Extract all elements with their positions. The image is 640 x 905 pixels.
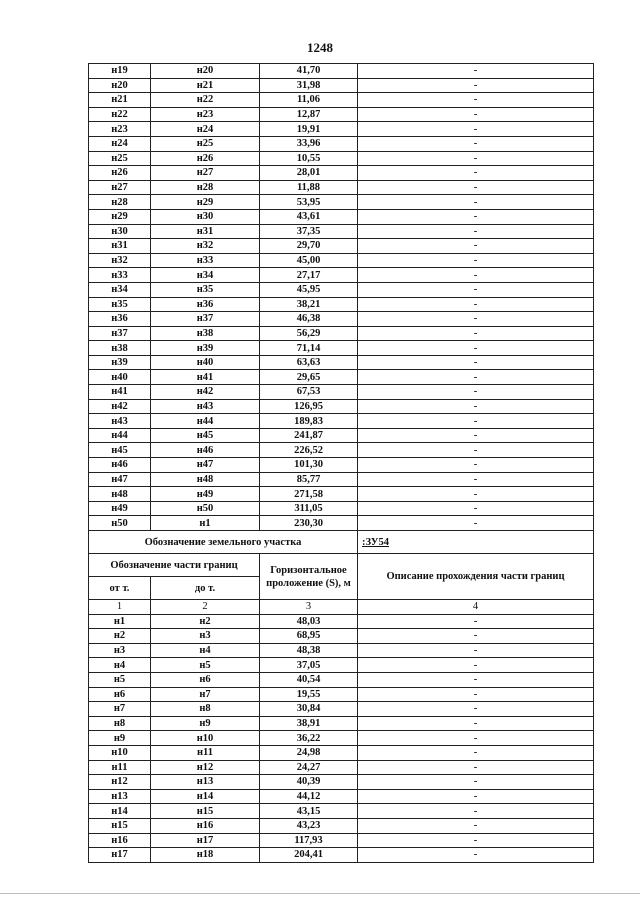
description-cell: -	[358, 516, 594, 531]
from-point-cell: н19	[89, 64, 151, 79]
to-point-cell: н10	[151, 731, 260, 746]
from-point-cell: н43	[89, 414, 151, 429]
from-point-cell: н29	[89, 209, 151, 224]
description-cell: -	[358, 370, 594, 385]
distance-cell: 71,14	[260, 341, 358, 356]
distance-cell: 56,29	[260, 326, 358, 341]
to-point-cell: н8	[151, 702, 260, 717]
to-point-cell: н34	[151, 268, 260, 283]
to-point-cell: н7	[151, 687, 260, 702]
table-row	[89, 209, 594, 224]
table-row	[89, 458, 594, 473]
from-point-cell: н11	[89, 760, 151, 775]
distance-cell: 67,53	[260, 385, 358, 400]
distance-cell: 101,30	[260, 458, 358, 473]
to-point-cell: н3	[151, 629, 260, 644]
description-cell: -	[358, 428, 594, 443]
from-point-cell: н25	[89, 151, 151, 166]
to-point-cell: н42	[151, 385, 260, 400]
from-point-cell: н42	[89, 399, 151, 414]
description-cell: -	[358, 151, 594, 166]
table-row	[89, 629, 594, 644]
distance-cell: 126,95	[260, 399, 358, 414]
table-row	[89, 93, 594, 108]
description-cell: -	[358, 282, 594, 297]
boundary-table-bottom-section	[89, 614, 594, 862]
table-row	[89, 385, 594, 400]
table-row	[89, 78, 594, 93]
description-cell: -	[358, 224, 594, 239]
distance-cell: 189,83	[260, 414, 358, 429]
description-cell: -	[358, 643, 594, 658]
table-row	[89, 818, 594, 833]
description-cell: -	[358, 107, 594, 122]
table-row	[89, 789, 594, 804]
distance-cell: 38,21	[260, 297, 358, 312]
from-point-cell: н9	[89, 731, 151, 746]
from-point-cell: н33	[89, 268, 151, 283]
from-point-cell: н12	[89, 775, 151, 790]
from-point-cell: н17	[89, 848, 151, 863]
from-point-cell: н3	[89, 643, 151, 658]
from-point-cell: н28	[89, 195, 151, 210]
to-point-cell: н21	[151, 78, 260, 93]
column-number-row	[89, 600, 594, 615]
from-point-cell: н35	[89, 297, 151, 312]
to-point-cell: н28	[151, 180, 260, 195]
from-point-cell: н45	[89, 443, 151, 458]
description-cell: -	[358, 195, 594, 210]
from-point-cell: н41	[89, 385, 151, 400]
from-point-cell: н22	[89, 107, 151, 122]
column-header-row	[89, 554, 594, 577]
to-point-cell: н45	[151, 428, 260, 443]
to-point-cell: н1	[151, 516, 260, 531]
to-point-cell: н11	[151, 745, 260, 760]
to-point-cell: н40	[151, 355, 260, 370]
distance-cell: 204,41	[260, 848, 358, 863]
description-cell: -	[358, 136, 594, 151]
distance-cell: 11,88	[260, 180, 358, 195]
table-row	[89, 643, 594, 658]
table-row	[89, 151, 594, 166]
from-point-cell: н13	[89, 789, 151, 804]
table-row	[89, 745, 594, 760]
from-point-cell: н24	[89, 136, 151, 151]
table-row	[89, 253, 594, 268]
description-header: Описание прохождения части границ	[358, 554, 594, 600]
description-cell: -	[358, 472, 594, 487]
description-cell: -	[358, 297, 594, 312]
description-cell: -	[358, 268, 594, 283]
distance-cell: 311,05	[260, 501, 358, 516]
description-cell: -	[358, 614, 594, 629]
table-row	[89, 341, 594, 356]
distance-cell: 36,22	[260, 731, 358, 746]
description-cell: -	[358, 166, 594, 181]
to-point-cell: н50	[151, 501, 260, 516]
description-cell: -	[358, 789, 594, 804]
table-row	[89, 672, 594, 687]
boundary-table-header-section	[89, 531, 594, 615]
to-point-cell: н32	[151, 239, 260, 254]
description-cell: -	[358, 731, 594, 746]
to-point-cell: н16	[151, 818, 260, 833]
column-number: 1	[89, 600, 151, 615]
table-row	[89, 107, 594, 122]
table-row	[89, 775, 594, 790]
from-point-cell: н47	[89, 472, 151, 487]
page-number: 1248	[307, 40, 333, 55]
from-point-cell: н16	[89, 833, 151, 848]
from-point-cell: н34	[89, 282, 151, 297]
description-cell: -	[358, 64, 594, 79]
distance-cell: 43,23	[260, 818, 358, 833]
from-point-cell: н46	[89, 458, 151, 473]
distance-cell: 24,27	[260, 760, 358, 775]
to-point-cell: н18	[151, 848, 260, 863]
distance-cell: 33,96	[260, 136, 358, 151]
distance-cell: 37,05	[260, 658, 358, 673]
description-cell: -	[358, 180, 594, 195]
table-row	[89, 297, 594, 312]
table-row	[89, 195, 594, 210]
plot-designation-row	[89, 531, 594, 554]
description-cell: -	[358, 443, 594, 458]
description-cell: -	[358, 833, 594, 848]
distance-cell: 31,98	[260, 78, 358, 93]
table-row	[89, 487, 594, 502]
from-point-cell: н20	[89, 78, 151, 93]
distance-cell: 226,52	[260, 443, 358, 458]
from-point-cell: н50	[89, 516, 151, 531]
distance-cell: 12,87	[260, 107, 358, 122]
table-row	[89, 180, 594, 195]
plot-designation-code: :ЗУ54	[358, 531, 594, 554]
description-cell: -	[358, 122, 594, 137]
distance-cell: 85,77	[260, 472, 358, 487]
to-point-cell: н33	[151, 253, 260, 268]
horizontal-distance-header: Горизонтальное проложение (S), м	[260, 554, 358, 600]
to-point-cell: н43	[151, 399, 260, 414]
table-row	[89, 166, 594, 181]
distance-cell: 271,58	[260, 487, 358, 502]
table-row	[89, 848, 594, 863]
description-cell: -	[358, 687, 594, 702]
to-point-cell: н26	[151, 151, 260, 166]
distance-cell: 38,91	[260, 716, 358, 731]
description-cell: -	[358, 775, 594, 790]
table-row	[89, 443, 594, 458]
to-point-cell: н24	[151, 122, 260, 137]
description-cell: -	[358, 658, 594, 673]
from-point-cell: н32	[89, 253, 151, 268]
distance-cell: 45,95	[260, 282, 358, 297]
table-row	[89, 136, 594, 151]
table-row	[89, 804, 594, 819]
distance-cell: 43,61	[260, 209, 358, 224]
table-row	[89, 614, 594, 629]
to-point-cell: н41	[151, 370, 260, 385]
distance-cell: 30,84	[260, 702, 358, 717]
table-row	[89, 399, 594, 414]
table-row	[89, 122, 594, 137]
description-cell: -	[358, 458, 594, 473]
from-point-cell: н6	[89, 687, 151, 702]
from-point-cell: н8	[89, 716, 151, 731]
from-point-cell: н4	[89, 658, 151, 673]
from-point-cell: н38	[89, 341, 151, 356]
table-row	[89, 501, 594, 516]
to-point-cell: н29	[151, 195, 260, 210]
table-row	[89, 716, 594, 731]
distance-cell: 40,54	[260, 672, 358, 687]
to-point-cell: н48	[151, 472, 260, 487]
description-cell: -	[358, 78, 594, 93]
from-point-header: от т.	[89, 577, 151, 600]
distance-cell: 19,55	[260, 687, 358, 702]
from-point-cell: н1	[89, 614, 151, 629]
distance-cell: 230,30	[260, 516, 358, 531]
table-row	[89, 833, 594, 848]
from-point-cell: н39	[89, 355, 151, 370]
description-cell: -	[358, 716, 594, 731]
distance-cell: 43,15	[260, 804, 358, 819]
to-point-cell: н46	[151, 443, 260, 458]
distance-cell: 241,87	[260, 428, 358, 443]
description-cell: -	[358, 501, 594, 516]
to-point-cell: н47	[151, 458, 260, 473]
to-point-cell: н27	[151, 166, 260, 181]
description-cell: -	[358, 355, 594, 370]
to-point-cell: н9	[151, 716, 260, 731]
distance-cell: 29,70	[260, 239, 358, 254]
distance-cell: 45,00	[260, 253, 358, 268]
distance-cell: 53,95	[260, 195, 358, 210]
to-point-cell: н20	[151, 64, 260, 79]
to-point-cell: н4	[151, 643, 260, 658]
distance-cell: 27,17	[260, 268, 358, 283]
from-point-cell: н15	[89, 818, 151, 833]
description-cell: -	[358, 629, 594, 644]
footer-divider	[0, 893, 640, 894]
distance-cell: 68,95	[260, 629, 358, 644]
from-point-cell: н31	[89, 239, 151, 254]
to-point-cell: н49	[151, 487, 260, 502]
to-point-cell: н14	[151, 789, 260, 804]
description-cell: -	[358, 760, 594, 775]
description-cell: -	[358, 209, 594, 224]
from-point-cell: н44	[89, 428, 151, 443]
to-point-cell: н23	[151, 107, 260, 122]
distance-cell: 29,65	[260, 370, 358, 385]
table-row	[89, 428, 594, 443]
boundary-table-top-section	[89, 64, 594, 531]
description-cell: -	[358, 385, 594, 400]
table-row	[89, 702, 594, 717]
description-cell: -	[358, 253, 594, 268]
table-row	[89, 414, 594, 429]
table-row	[89, 760, 594, 775]
from-point-cell: н40	[89, 370, 151, 385]
to-point-cell: н13	[151, 775, 260, 790]
description-cell: -	[358, 341, 594, 356]
to-point-cell: н5	[151, 658, 260, 673]
distance-cell: 41,70	[260, 64, 358, 79]
from-point-cell: н7	[89, 702, 151, 717]
distance-cell: 48,03	[260, 614, 358, 629]
to-point-cell: н31	[151, 224, 260, 239]
description-cell: -	[358, 804, 594, 819]
table-row	[89, 658, 594, 673]
from-point-cell: н37	[89, 326, 151, 341]
to-point-cell: н15	[151, 804, 260, 819]
from-point-cell: н49	[89, 501, 151, 516]
from-point-cell: н23	[89, 122, 151, 137]
distance-cell: 46,38	[260, 312, 358, 327]
description-cell: -	[358, 818, 594, 833]
distance-cell: 40,39	[260, 775, 358, 790]
table-row	[89, 312, 594, 327]
from-point-cell: н36	[89, 312, 151, 327]
to-point-cell: н39	[151, 341, 260, 356]
column-number: 3	[260, 600, 358, 615]
from-point-cell: н2	[89, 629, 151, 644]
distance-cell: 11,06	[260, 93, 358, 108]
plot-designation-label: Обозначение земельного участка	[89, 531, 358, 554]
table-row	[89, 64, 594, 79]
distance-cell: 10,55	[260, 151, 358, 166]
to-point-cell: н38	[151, 326, 260, 341]
column-number: 2	[151, 600, 260, 615]
description-cell: -	[358, 672, 594, 687]
to-point-cell: н25	[151, 136, 260, 151]
description-cell: -	[358, 326, 594, 341]
table-row	[89, 239, 594, 254]
part-designation-header: Обозначение части границ	[89, 554, 260, 577]
table-row	[89, 687, 594, 702]
distance-cell: 48,38	[260, 643, 358, 658]
table-row	[89, 326, 594, 341]
description-cell: -	[358, 848, 594, 863]
description-cell: -	[358, 702, 594, 717]
from-point-cell: н5	[89, 672, 151, 687]
from-point-cell: н26	[89, 166, 151, 181]
table-row	[89, 370, 594, 385]
description-cell: -	[358, 312, 594, 327]
to-point-cell: н12	[151, 760, 260, 775]
table-row	[89, 731, 594, 746]
column-number: 4	[358, 600, 594, 615]
from-point-cell: н30	[89, 224, 151, 239]
to-point-cell: н6	[151, 672, 260, 687]
from-point-cell: н21	[89, 93, 151, 108]
table-row	[89, 224, 594, 239]
distance-cell: 44,12	[260, 789, 358, 804]
table-row	[89, 282, 594, 297]
distance-cell: 117,93	[260, 833, 358, 848]
table-row	[89, 355, 594, 370]
description-cell: -	[358, 399, 594, 414]
to-point-cell: н36	[151, 297, 260, 312]
description-cell: -	[358, 487, 594, 502]
to-point-header: до т.	[151, 577, 260, 600]
to-point-cell: н17	[151, 833, 260, 848]
table-row	[89, 268, 594, 283]
to-point-cell: н22	[151, 93, 260, 108]
boundary-table	[88, 63, 594, 863]
to-point-cell: н2	[151, 614, 260, 629]
from-point-cell: н48	[89, 487, 151, 502]
from-point-cell: н14	[89, 804, 151, 819]
distance-cell: 37,35	[260, 224, 358, 239]
from-point-cell: н27	[89, 180, 151, 195]
description-cell: -	[358, 745, 594, 760]
table-row	[89, 516, 594, 531]
distance-cell: 24,98	[260, 745, 358, 760]
description-cell: -	[358, 414, 594, 429]
to-point-cell: н30	[151, 209, 260, 224]
from-point-cell: н10	[89, 745, 151, 760]
to-point-cell: н44	[151, 414, 260, 429]
to-point-cell: н37	[151, 312, 260, 327]
table-row	[89, 472, 594, 487]
distance-cell: 63,63	[260, 355, 358, 370]
distance-cell: 28,01	[260, 166, 358, 181]
distance-cell: 19,91	[260, 122, 358, 137]
description-cell: -	[358, 93, 594, 108]
to-point-cell: н35	[151, 282, 260, 297]
description-cell: -	[358, 239, 594, 254]
